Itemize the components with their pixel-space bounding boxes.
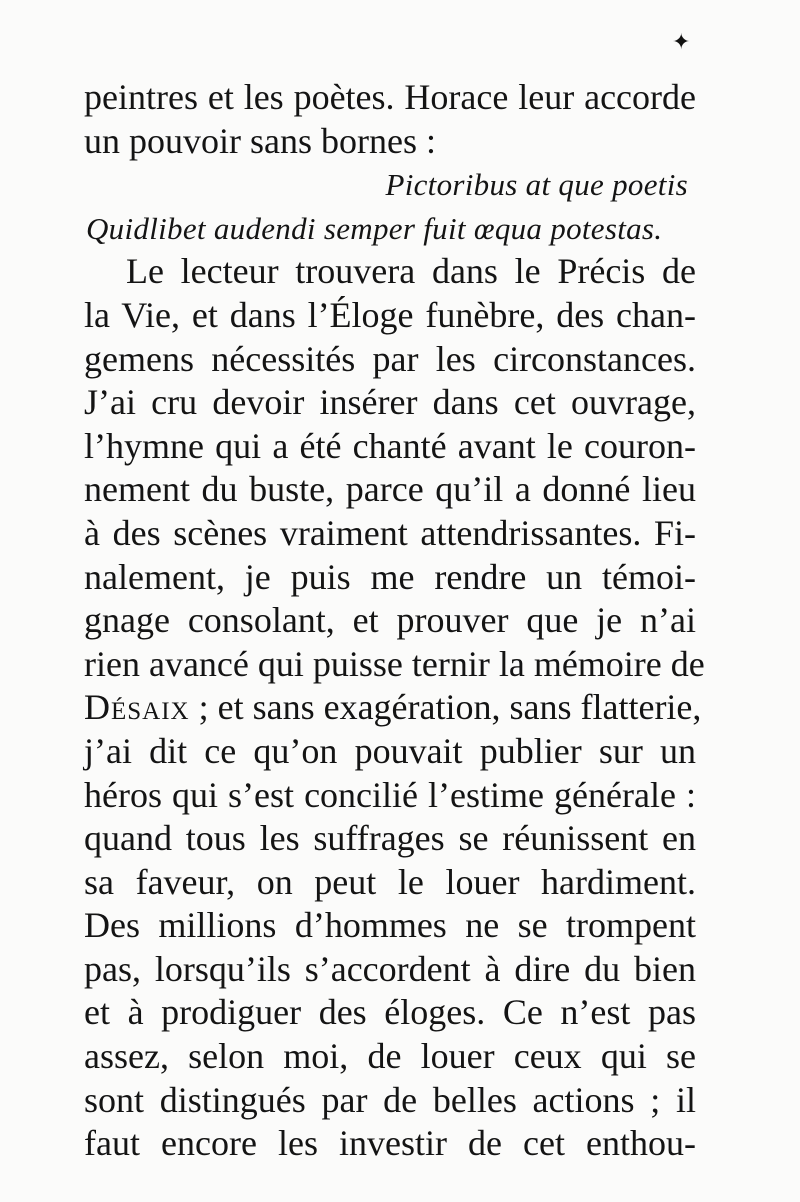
person-name: Désaix <box>84 687 190 728</box>
text-line: rien avancé qui puisse ternir la mémoire de <box>84 643 705 684</box>
text-line: nement du buste, parce qu’il a donné lieu <box>84 469 696 510</box>
text-line: faut encore les investir de cet enthou- <box>84 1123 696 1164</box>
paragraph-first-line: Le lecteur trouvera dans le Précis de <box>126 251 696 292</box>
text-line: gemens nécessités par les circonstances. <box>84 338 696 379</box>
text-line: assez, selon moi, de louer ceux qui se <box>84 1036 696 1077</box>
latin-quote-line: Quidlibet audendi semper fuit œqua potestas. <box>86 210 663 246</box>
text-line: Des millions d’hommes ne se trompent <box>84 905 696 946</box>
latin-quote-line: Pictoribus at que poetis <box>385 167 688 203</box>
page-corner-mark: ✦ <box>672 30 691 55</box>
text-line: à des scènes vraiment attendrissantes. Fi- <box>84 512 696 553</box>
text-line: sont distingués par de belles actions ; il <box>84 1079 696 1120</box>
text-line: héros qui s’est concilié l’estime générale : <box>84 774 696 815</box>
page-text <box>84 76 705 1166</box>
text-line: nalement, je puis me rendre un témoi- <box>84 556 696 597</box>
text-line: j’ai dit ce qu’on pouvait publier sur un <box>84 730 696 771</box>
text-line: l’hymne qui a été chanté avant le couron- <box>84 425 696 466</box>
text-fragment: ; et sans exagération, sans flatterie, <box>189 687 702 728</box>
text-line: sa faveur, on peut le louer hardiment. <box>84 861 696 902</box>
text-line: pas, lorsqu’ils s’accordent à dire du bien <box>84 948 696 989</box>
text-line: J’ai cru devoir insérer dans cet ouvrage, <box>84 382 696 423</box>
text-line: peintres et les poètes. Horace leur accorde <box>84 77 696 117</box>
text-line: gnage consolant, et prouver que je n’ai <box>84 600 696 641</box>
text-line: la Vie, et dans l’Éloge funèbre, des chan- <box>84 294 696 335</box>
text-line: un pouvoir sans bornes : <box>84 120 436 161</box>
text-line: et à prodiguer des éloges. Ce n’est pas <box>84 992 696 1033</box>
text-line: quand tous les suffrages se réunissent en <box>84 818 696 859</box>
text-line-with-name <box>84 686 702 730</box>
